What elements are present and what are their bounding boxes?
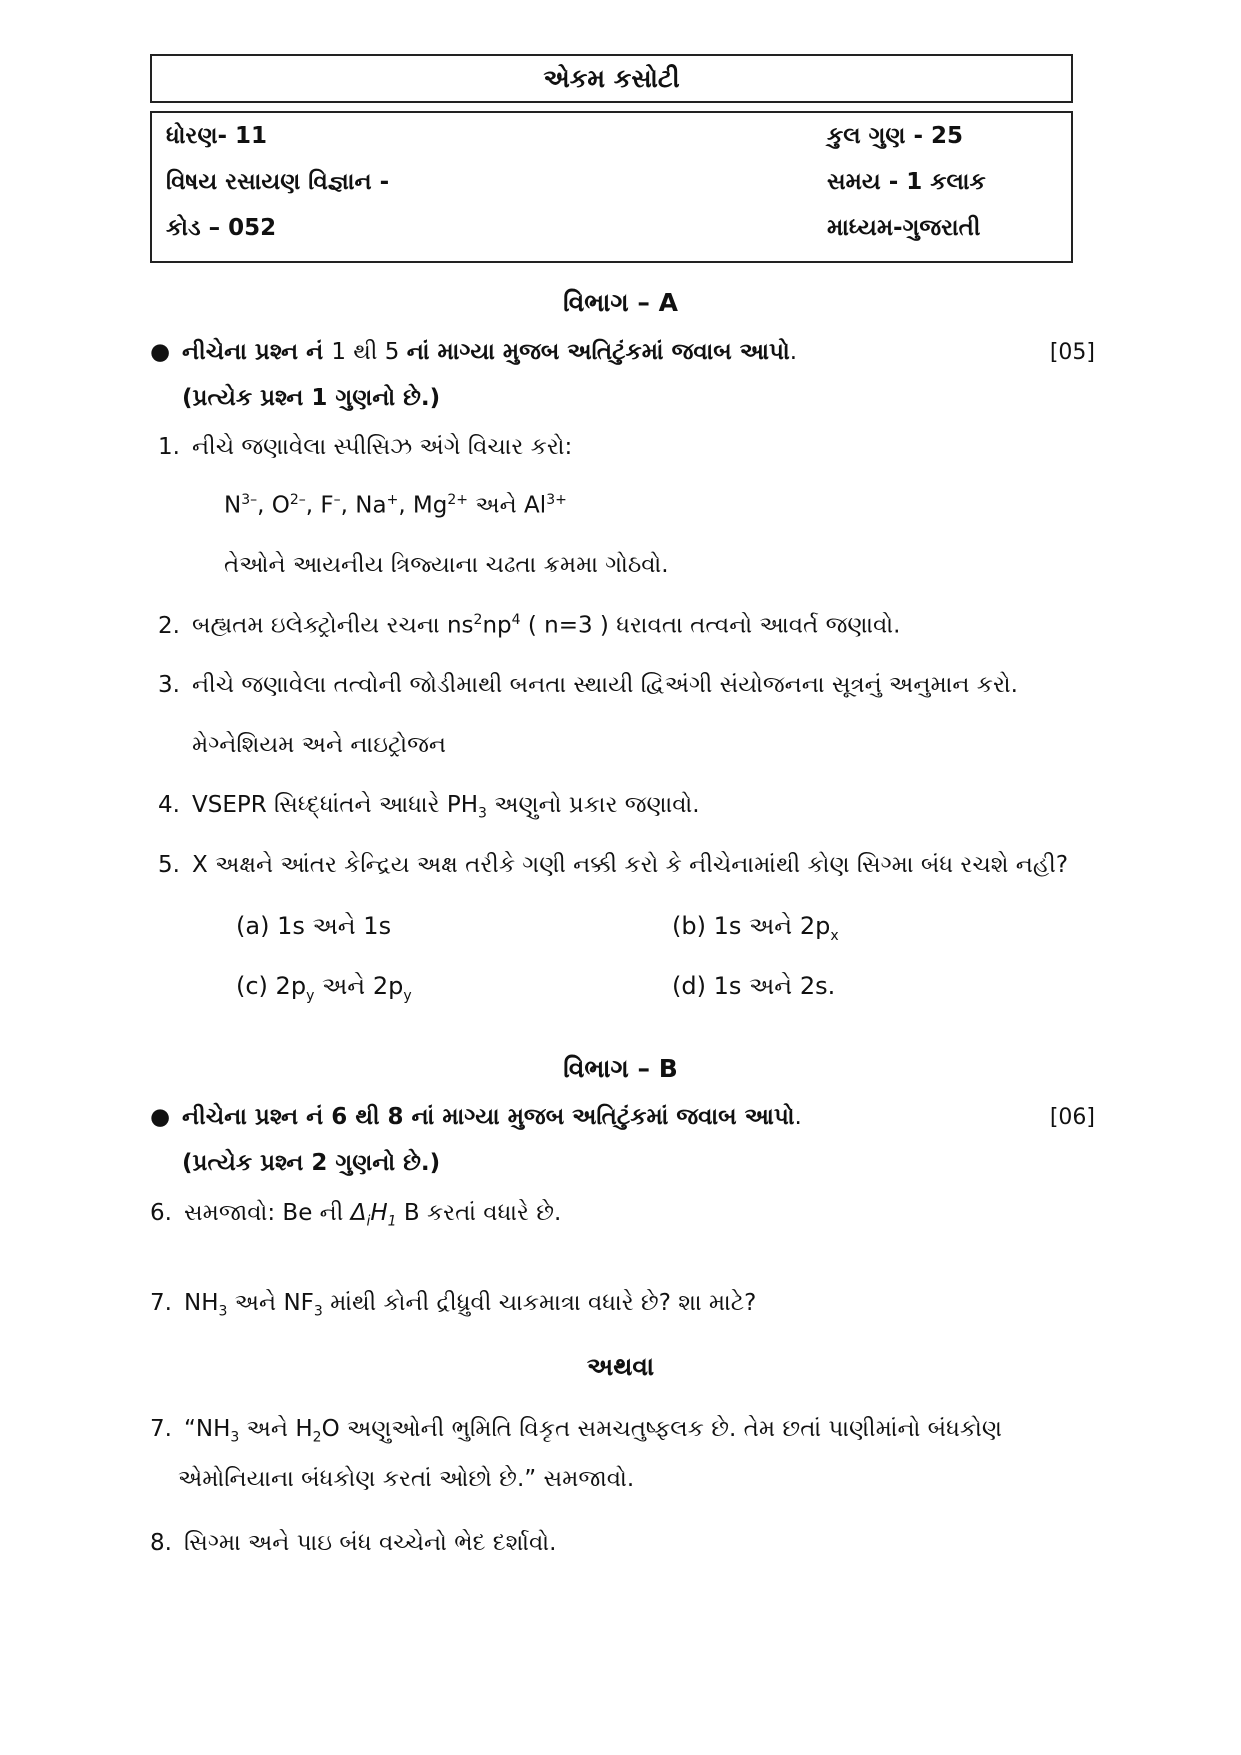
question-3: 3. નીચે જણાવેલા તત્વોની જોડીમાથી બનતા સ્થાયી દ્વિઅંગી સંયોજનના સૂત્રનું અનુમાન કરો.: [158, 672, 1018, 698]
question-4: 4. VSEPR સિધ્દ્ધાંતને આધારે $PH_3$ અણુનો પ્રકાર જણાવો.: [158, 792, 700, 822]
question-7-alt: 7. “$NH_3$ અને $H_2O$ અણુઓની ભુમિતિ વિકૃત સમચતુષ્ફલક છે. તેમ છતાં પાણીમાંનો બંધકોણ: [150, 1416, 1002, 1446]
question-7-alt-line2: એમોનિયાના બંધકોણ કરતાં ઓછો છે.” સમજાવો.: [178, 1466, 635, 1492]
option-d: (d) 1s અને 2s.: [672, 972, 836, 1000]
info-row-1: [166, 123, 1057, 149]
total-marks-label: કુલ ગુણ - 25: [827, 123, 964, 149]
section-a-marks: [05]: [1049, 340, 1095, 365]
question-5: 5. X અક્ષને આંતર કેન્દ્રિય અક્ષ તરીકે ગણી નક્કી કરો કે નીચેનામાંથી કોણ સિગ્મા બંધ રચશે નહી?: [158, 852, 1069, 878]
option-c: (c) $2p_y$ અને $2p_y$: [236, 972, 412, 1004]
time-label: સમય - 1 કલાક: [827, 169, 986, 195]
info-row-2: [166, 169, 1057, 195]
or-heading: અથવા: [586, 1352, 655, 1381]
section-a-heading: વિભાગ – A: [563, 288, 678, 317]
option-b: (b) 1s અને $2p_x$: [672, 912, 839, 944]
section-a-note: (પ્રત્યેક પ્રશ્ન 1 ગુણનો છે.): [182, 385, 441, 411]
section-b-marks: [06]: [1049, 1105, 1095, 1130]
bullet-icon: ●: [150, 1104, 171, 1130]
info-row-3: [166, 215, 1057, 241]
question-2: 2. બહ્યતમ ઇલેક્ટ્રોનીય રચના $ns^2np^4$ ( n=3 ) ધરાવતા તત્વનો આવર્ત જણાવો.: [158, 612, 901, 639]
exam-title-box: [150, 54, 1073, 103]
section-a-instruction: ● નીચેના પ્રશ્ન નં 1 થી 5 નાં માગ્યા મુજબ અતિટુંકમાં જવાબ આપો.: [150, 339, 798, 365]
standard-label: ધોરણ- 11: [166, 123, 268, 149]
question-7: 7. $NH_3$ અને $NF_3$ માંથી કોની દ્રીધ્રુવી ચાકમાત્રા વધારે છે? શા માટે?: [150, 1290, 757, 1320]
question-8: 8. સિગ્મા અને પાઇ બંધ વચ્ચેનો ભેદ દર્શાવો.: [150, 1530, 557, 1556]
option-a: (a) 1s અને 1s: [236, 912, 392, 940]
question-3-pair: મેગ્નેશિયમ અને નાઇટ્રોજન: [192, 732, 447, 758]
question-6: 6. સમજાવો: Be ની $\Delta_iH_1$ B કરતાં વધારે છે.: [150, 1200, 562, 1230]
exam-title: એકમ કસોટી: [543, 63, 680, 93]
bullet-icon: ●: [150, 339, 171, 365]
section-b-note: (પ્રત્યેક પ્રશ્ન 2 ગુણનો છે.): [182, 1150, 441, 1176]
exam-info-box: [150, 111, 1073, 263]
question-1: 1. નીચે જણાવેલા સ્પીસિઝ અંગે વિચાર કરો:: [158, 434, 573, 460]
question-1-species: $N^{3-}$, $O^{2-}$, F–, Na+, $Mg^{2+}$ અને $Al^{3+}$: [224, 492, 567, 519]
section-b-heading: વિભાગ – B: [563, 1054, 678, 1083]
question-1-task: તેઓને આયનીય ત્રિજ્યાના ચઢતા ક્રમમા ગોઠવો.: [224, 552, 669, 578]
medium-label: માધ્યમ-ગુજરાતી: [827, 215, 981, 241]
subject-label: વિષય રસાયણ વિજ્ઞાન -: [166, 169, 390, 195]
code-label: કોડ – 052: [166, 215, 277, 241]
section-b-instruction: ● નીચેના પ્રશ્ન નં 6 થી 8 નાં માગ્યા મુજબ અતિટુંકમાં જવાબ આપો.: [150, 1104, 802, 1130]
